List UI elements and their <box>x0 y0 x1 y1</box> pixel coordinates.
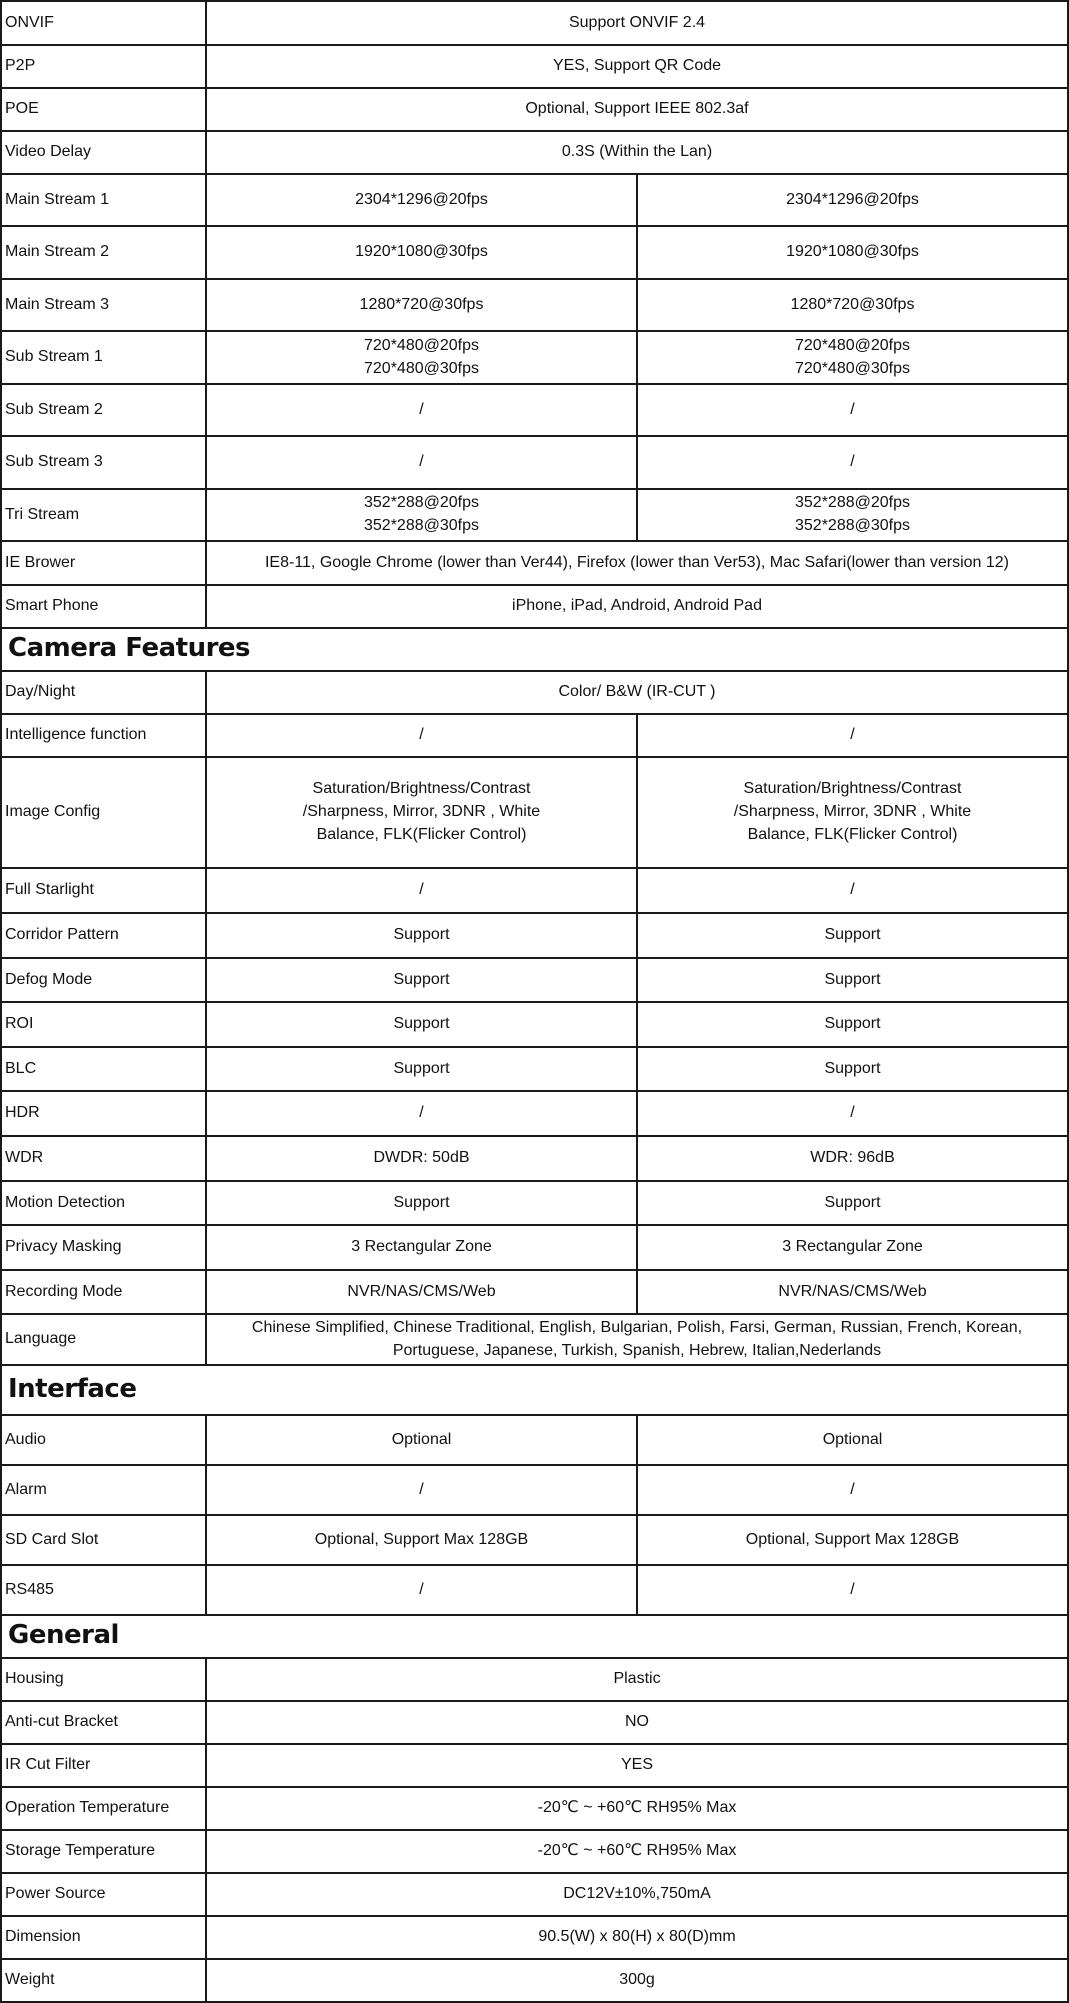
spec-row-alarm <box>0 1464 1069 1514</box>
spec-row-onvif <box>0 1 1069 44</box>
spec-row-tri-stream <box>0 488 1069 540</box>
column-divider <box>205 1564 207 1614</box>
column-divider <box>636 278 638 330</box>
column-divider <box>636 1180 638 1224</box>
spec-value-model-2: 2304*1296@20fps <box>786 190 919 208</box>
spec-row-video-delay <box>0 130 1069 173</box>
column-divider <box>205 1514 207 1564</box>
column-divider <box>205 1743 207 1786</box>
column-divider <box>0 1 2 44</box>
spec-row-motion-detection <box>0 1180 1069 1224</box>
spec-label: Smart Phone <box>5 597 99 614</box>
spec-value: IE8-11, Google Chrome (lower than Ver44), Firefox (lower than Ver53), Mac Safari(lower than version 12) <box>264 553 1010 571</box>
column-divider <box>0 540 2 584</box>
column-divider <box>205 87 207 130</box>
column-divider <box>205 713 207 756</box>
column-divider <box>205 173 207 225</box>
spec-value-model-1: / <box>419 1104 424 1121</box>
spec-row-corridor-pattern <box>0 912 1069 957</box>
column-divider <box>205 278 207 330</box>
column-divider <box>0 1269 2 1313</box>
spec-value-model-1: DWDR: 50dB <box>373 1149 470 1166</box>
column-divider <box>636 1464 638 1514</box>
column-divider <box>0 1743 2 1786</box>
spec-row-main-stream-3 <box>0 278 1069 330</box>
spec-value-model-2: / <box>850 1480 855 1498</box>
column-divider <box>0 1829 2 1872</box>
column-divider <box>0 278 2 330</box>
column-divider <box>636 1269 638 1313</box>
column-divider <box>0 1786 2 1829</box>
spec-value-model-1: / <box>419 1480 424 1498</box>
spec-row-full-starlight <box>0 867 1069 912</box>
spec-value: 300g <box>619 1971 655 1988</box>
spec-value-model-2: / <box>850 726 855 743</box>
column-divider <box>205 957 207 1001</box>
column-divider <box>636 912 638 957</box>
column-divider <box>205 867 207 912</box>
spec-label: Defog Mode <box>5 970 93 988</box>
spec-label: RS485 <box>5 1580 54 1598</box>
column-divider <box>205 1872 207 1915</box>
spec-label: Dimension <box>5 1928 81 1945</box>
spec-row-weight <box>0 1958 1069 2001</box>
spec-value-model-2: / <box>850 1580 855 1598</box>
column-divider <box>205 1046 207 1090</box>
spec-value-model-1: Support <box>393 926 450 943</box>
column-divider <box>205 1958 207 2001</box>
spec-value-model-2: Support <box>824 1059 881 1077</box>
column-divider <box>0 1135 2 1180</box>
spec-label: P2P <box>5 57 36 74</box>
column-divider <box>636 1090 638 1135</box>
spec-value-model-2: Support <box>824 1193 881 1211</box>
column-divider <box>636 1514 638 1564</box>
section-title: Interface <box>8 1373 137 1404</box>
spec-row-sd-card-slot <box>0 1514 1069 1564</box>
spec-value-model-2: Support <box>824 1015 881 1032</box>
column-divider <box>0 44 2 87</box>
spec-row-housing <box>0 1657 1069 1700</box>
column-divider <box>0 584 2 627</box>
spec-label: Main Stream 2 <box>5 243 110 260</box>
spec-value: 0.3S (Within the Lan) <box>561 143 713 160</box>
spec-row-anti-cut-bracket <box>0 1700 1069 1743</box>
spec-row-rs485 <box>0 1564 1069 1614</box>
column-divider <box>636 488 638 540</box>
spec-value-model-2: Saturation/Brightness/Contrast /Sharpness, Mirror, 3DNR , White Balance, FLK(Flicker Control) <box>733 780 972 843</box>
spec-value-model-1: NVR/NAS/CMS/Web <box>347 1282 496 1300</box>
spec-row-day-night <box>0 670 1069 713</box>
column-divider <box>0 957 2 1001</box>
spec-value-model-1: Support <box>393 1193 450 1211</box>
spec-label: Motion Detection <box>5 1193 126 1211</box>
column-divider <box>636 225 638 278</box>
column-divider <box>636 330 638 383</box>
spec-label: Day/Night <box>5 683 76 700</box>
column-divider <box>636 867 638 912</box>
column-divider <box>205 584 207 627</box>
spec-value-model-1: / <box>419 453 424 470</box>
spec-label: Operation Temperature <box>5 1799 170 1816</box>
spec-row-operation-temperature <box>0 1786 1069 1829</box>
spec-value: Color/ B&W (IR-CUT ) <box>558 683 716 700</box>
column-divider <box>0 87 2 130</box>
spec-label: Sub Stream 1 <box>5 348 103 365</box>
spec-value: YES, Support QR Code <box>552 57 722 74</box>
spec-value-model-2: NVR/NAS/CMS/Web <box>778 1282 927 1300</box>
spec-value: Support ONVIF 2.4 <box>568 14 706 31</box>
spec-value-model-2: 352*288@20fps 352*288@30fps <box>795 494 910 534</box>
spec-label: IE Brower <box>5 553 76 571</box>
spec-label: Power Source <box>5 1885 106 1902</box>
column-divider <box>636 383 638 435</box>
column-divider <box>0 435 2 488</box>
column-divider <box>205 330 207 383</box>
section-header-camera-features <box>0 627 1069 670</box>
column-divider <box>0 225 2 278</box>
column-divider <box>205 488 207 540</box>
spec-row-main-stream-1 <box>0 173 1069 225</box>
spec-value-model-1: 2304*1296@20fps <box>355 190 488 208</box>
spec-row-recording-mode <box>0 1269 1069 1313</box>
spec-label: Main Stream 1 <box>5 190 110 208</box>
column-divider <box>205 225 207 278</box>
spec-row-smart-phone <box>0 584 1069 627</box>
column-divider <box>0 1090 2 1135</box>
column-divider <box>205 1135 207 1180</box>
column-divider <box>205 1786 207 1829</box>
spec-row-blc <box>0 1046 1069 1090</box>
spec-label: Language <box>5 1330 77 1347</box>
spec-label: ROI <box>5 1015 34 1032</box>
column-divider <box>205 1464 207 1514</box>
column-divider <box>205 1700 207 1743</box>
spec-label: WDR <box>5 1149 44 1166</box>
spec-label: Alarm <box>5 1480 47 1498</box>
spec-row-audio <box>0 1414 1069 1464</box>
spec-label: Intelligence function <box>5 726 147 743</box>
column-divider <box>636 1135 638 1180</box>
column-divider <box>636 435 638 488</box>
column-divider <box>205 1657 207 1700</box>
spec-row-poe <box>0 87 1069 130</box>
spec-value-model-1: 1920*1080@30fps <box>355 243 488 260</box>
column-divider <box>636 1046 638 1090</box>
column-divider <box>0 670 2 713</box>
spec-value: DC12V±10%,750mA <box>563 1885 711 1902</box>
spec-value-model-1: / <box>419 1580 424 1598</box>
column-divider <box>205 435 207 488</box>
spec-value-model-2: WDR: 96dB <box>810 1149 895 1166</box>
column-divider <box>636 1001 638 1046</box>
spec-value-model-2: Support <box>824 926 881 943</box>
spec-label: ONVIF <box>5 14 54 31</box>
spec-value-model-1: 352*288@20fps 352*288@30fps <box>364 494 479 534</box>
column-divider <box>205 44 207 87</box>
column-divider <box>205 1090 207 1135</box>
column-divider <box>0 1564 2 1614</box>
spec-value: Optional, Support IEEE 802.3af <box>525 100 749 117</box>
spec-value: YES <box>620 1756 653 1773</box>
spec-value-model-1: Optional <box>391 1430 452 1448</box>
spec-label: HDR <box>5 1104 40 1121</box>
column-divider <box>0 912 2 957</box>
column-divider <box>636 1564 638 1614</box>
section-title: Camera Features <box>8 633 251 663</box>
column-divider <box>0 1001 2 1046</box>
column-divider <box>0 1180 2 1224</box>
spec-label: Weight <box>5 1971 55 1988</box>
column-divider <box>0 1414 2 1464</box>
spec-value-model-1: Support <box>393 1059 450 1077</box>
spec-label: BLC <box>5 1059 37 1077</box>
spec-row-sub-stream-2 <box>0 383 1069 435</box>
spec-value: Chinese Simplified, Chinese Traditional, English, Bulgarian, Polish, Farsi, German, Russian, French, Korean, Portuguese, Japanese, Turkish, Spanish, Hebrew, Italian,Nederlands <box>251 1318 1023 1359</box>
column-divider <box>0 627 2 670</box>
section-title: General <box>8 1620 119 1650</box>
spec-row-dimension <box>0 1915 1069 1958</box>
column-divider <box>0 330 2 383</box>
spec-value: 90.5(W) x 80(H) x 80(D)mm <box>538 1928 736 1945</box>
column-divider <box>0 130 2 173</box>
spec-value-model-2: Optional <box>822 1430 883 1448</box>
column-divider <box>0 173 2 225</box>
spec-value-model-2: 3 Rectangular Zone <box>782 1238 923 1255</box>
spec-row-intelligence-function <box>0 713 1069 756</box>
spec-row-ie-brower <box>0 540 1069 584</box>
spec-label: Audio <box>5 1430 46 1448</box>
column-divider <box>205 1001 207 1046</box>
column-divider <box>205 912 207 957</box>
spec-row-ir-cut-filter <box>0 1743 1069 1786</box>
spec-row-p2p <box>0 44 1069 87</box>
spec-row-language <box>0 1313 1069 1364</box>
column-divider <box>205 1180 207 1224</box>
column-divider <box>205 1829 207 1872</box>
column-divider <box>205 1269 207 1313</box>
spec-value-model-2: Support <box>824 970 881 988</box>
column-divider <box>0 1046 2 1090</box>
spec-row-hdr <box>0 1090 1069 1135</box>
spec-label: Privacy Masking <box>5 1238 122 1255</box>
spec-value-model-1: / <box>419 881 424 898</box>
column-divider <box>0 1514 2 1564</box>
spec-value-model-1: 1280*720@30fps <box>359 295 484 313</box>
spec-label: Main Stream 3 <box>5 295 110 313</box>
spec-value-model-2: 1920*1080@30fps <box>786 243 919 260</box>
section-header-general <box>0 1614 1069 1657</box>
column-divider <box>636 713 638 756</box>
spec-label: Recording Mode <box>5 1282 123 1300</box>
spec-label: SD Card Slot <box>5 1530 99 1548</box>
column-divider <box>0 1700 2 1743</box>
spec-label: Tri Stream <box>5 505 80 523</box>
spec-value-model-2: / <box>850 453 855 470</box>
column-divider <box>636 173 638 225</box>
spec-label: Image Config <box>5 803 101 820</box>
column-divider <box>205 1915 207 1958</box>
spec-label: Corridor Pattern <box>5 926 119 943</box>
column-divider <box>205 540 207 584</box>
column-divider <box>205 670 207 713</box>
column-divider <box>0 1313 2 1364</box>
column-divider <box>0 1224 2 1269</box>
spec-value: -20℃ ~ +60℃ RH95% Max <box>537 1799 737 1816</box>
spec-value-model-1: Saturation/Brightness/Contrast /Sharpness, Mirror, 3DNR , White Balance, FLK(Flicker Control) <box>302 780 541 843</box>
column-divider <box>0 1657 2 1700</box>
spec-row-main-stream-2 <box>0 225 1069 278</box>
spec-row-roi <box>0 1001 1069 1046</box>
spec-value: Plastic <box>613 1670 661 1687</box>
column-divider <box>205 1 207 44</box>
spec-label: Video Delay <box>5 143 91 160</box>
spec-value-model-1: / <box>419 726 424 743</box>
spec-label: POE <box>5 100 39 117</box>
column-divider <box>0 1364 2 1414</box>
spec-value-model-1: / <box>419 400 424 418</box>
spec-row-image-config <box>0 756 1069 867</box>
spec-row-wdr <box>0 1135 1069 1180</box>
spec-label: Housing <box>5 1670 64 1687</box>
column-divider <box>0 1872 2 1915</box>
column-divider <box>205 1224 207 1269</box>
column-divider <box>205 756 207 867</box>
column-divider <box>636 1224 638 1269</box>
spec-row-sub-stream-3 <box>0 435 1069 488</box>
spec-row-power-source <box>0 1872 1069 1915</box>
spec-value-model-1: 720*480@20fps 720*480@30fps <box>364 336 479 377</box>
column-divider <box>205 1414 207 1464</box>
spec-value-model-2: 720*480@20fps 720*480@30fps <box>795 336 910 377</box>
spec-value-model-2: / <box>850 1104 855 1121</box>
spec-label: IR Cut Filter <box>5 1756 91 1773</box>
spec-label: Full Starlight <box>5 881 94 898</box>
column-divider <box>0 488 2 540</box>
column-divider <box>205 1313 207 1364</box>
spec-value: -20℃ ~ +60℃ RH95% Max <box>537 1842 737 1859</box>
column-divider <box>636 1414 638 1464</box>
column-divider <box>0 383 2 435</box>
spec-value-model-1: 3 Rectangular Zone <box>351 1238 492 1255</box>
spec-label: Sub Stream 2 <box>5 400 103 418</box>
spec-row-privacy-masking <box>0 1224 1069 1269</box>
column-divider <box>636 756 638 867</box>
column-divider <box>0 867 2 912</box>
column-divider <box>205 383 207 435</box>
column-divider <box>0 1614 2 1657</box>
column-divider <box>0 1464 2 1514</box>
spec-row-sub-stream-1 <box>0 330 1069 383</box>
spec-value-model-1: Support <box>393 970 450 988</box>
spec-value-model-2: 1280*720@30fps <box>790 295 915 313</box>
spec-value-model-1: Support <box>393 1015 450 1032</box>
spec-value-model-2: / <box>850 400 855 418</box>
spec-value-model-1: Optional, Support Max 128GB <box>314 1530 529 1548</box>
spec-value: iPhone, iPad, Android, Android Pad <box>512 597 762 614</box>
spec-label: Storage Temperature <box>5 1842 156 1859</box>
column-divider <box>636 957 638 1001</box>
section-header-interface <box>0 1364 1069 1414</box>
spec-value-model-2: / <box>850 881 855 898</box>
column-divider <box>205 130 207 173</box>
column-divider <box>0 713 2 756</box>
spec-label: Sub Stream 3 <box>5 453 103 470</box>
spec-label: Anti-cut Bracket <box>5 1713 118 1730</box>
column-divider <box>0 756 2 867</box>
spec-row-storage-temperature <box>0 1829 1069 1872</box>
spec-value-model-2: Optional, Support Max 128GB <box>745 1530 960 1548</box>
column-divider <box>0 1915 2 1958</box>
spec-row-defog-mode <box>0 957 1069 1001</box>
column-divider <box>0 1958 2 2001</box>
spec-value: NO <box>625 1713 649 1730</box>
